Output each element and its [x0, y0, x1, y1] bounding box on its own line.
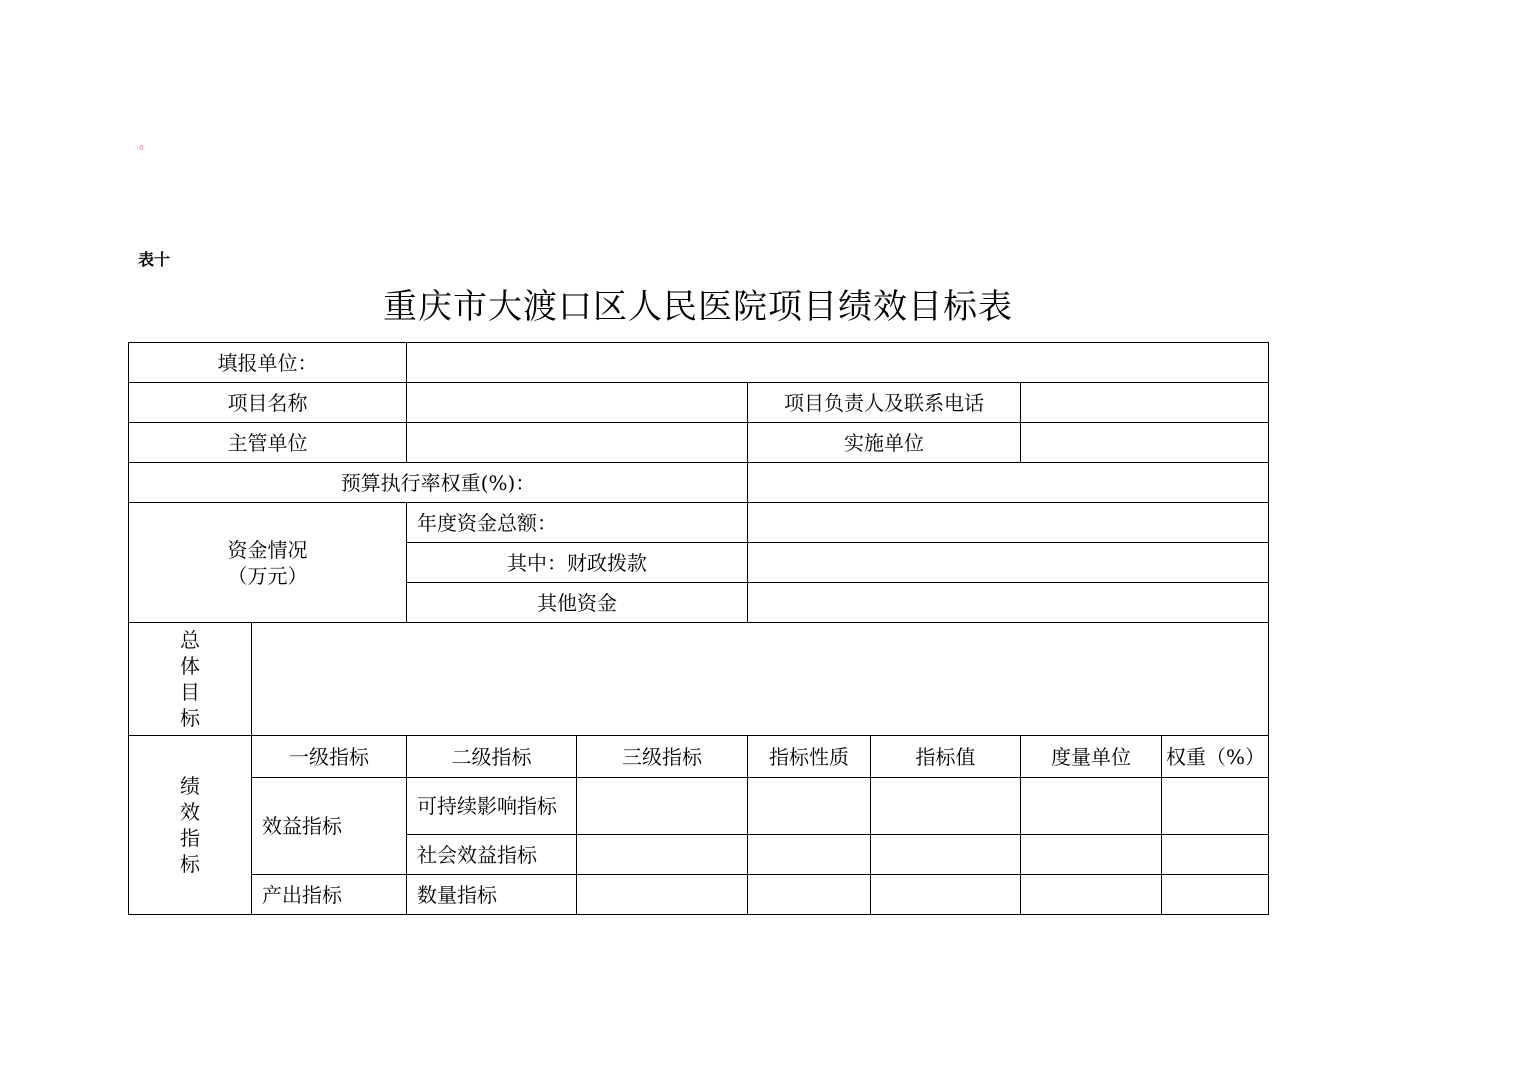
header-level1: 一级指标 [252, 736, 407, 778]
header-weight: 权重（%） [1162, 736, 1269, 778]
row-overall-goal [129, 623, 1269, 736]
overall-goal-char: 标 [180, 706, 200, 730]
overall-goal-label [129, 623, 252, 736]
page-title: 重庆市大渡口区人民医院项目绩效目标表 [383, 287, 1013, 327]
project-leader-label: 项目负责人及联系电话 [748, 383, 1021, 423]
quantity-weight-field[interactable] [1162, 875, 1269, 915]
supervisor-field[interactable] [407, 423, 748, 463]
row-supervisor [129, 423, 1269, 463]
sustain-nature-field[interactable] [748, 778, 871, 835]
header-level3: 三级指标 [577, 736, 748, 778]
social-level3-field[interactable] [577, 835, 748, 875]
header-level2: 二级指标 [407, 736, 577, 778]
social-indicator-label: 社会效益指标 [407, 835, 577, 875]
header-unit: 度量单位 [1021, 736, 1162, 778]
overall-goal-char: 总 [180, 628, 200, 652]
row-fill-unit [129, 343, 1269, 383]
sustain-value-field[interactable] [871, 778, 1021, 835]
performance-target-table [128, 342, 1269, 915]
social-value-field[interactable] [871, 835, 1021, 875]
row-sustain [129, 778, 1269, 835]
project-leader-field[interactable] [1021, 383, 1269, 423]
sustain-indicator-label: 可持续影响指标 [407, 778, 577, 835]
fill-unit-field[interactable] [407, 343, 1269, 383]
quantity-level3-field[interactable] [577, 875, 748, 915]
row-budget-weight [129, 463, 1269, 503]
social-weight-field[interactable] [1162, 835, 1269, 875]
table-number: 表十 [138, 250, 171, 269]
supervisor-label: 主管单位 [129, 423, 407, 463]
row-annual-total [129, 503, 1269, 543]
sustain-weight-field[interactable] [1162, 778, 1269, 835]
performance-indicator-char: 指 [180, 826, 200, 850]
header-nature: 指标性质 [748, 736, 871, 778]
implement-unit-field[interactable] [1021, 423, 1269, 463]
overall-goal-field[interactable] [252, 623, 1269, 736]
sustain-unit-field[interactable] [1021, 778, 1162, 835]
performance-indicator-char: 标 [180, 852, 200, 876]
performance-indicator-char: 效 [180, 800, 200, 824]
quantity-unit-field[interactable] [1021, 875, 1162, 915]
project-name-label: 项目名称 [129, 383, 407, 423]
fiscal-label: 其中：财政拨款 [407, 543, 748, 583]
annual-total-label: 年度资金总额： [407, 503, 748, 543]
annual-total-field[interactable] [748, 503, 1269, 543]
funds-label [129, 503, 407, 623]
header-value: 指标值 [871, 736, 1021, 778]
fiscal-field[interactable] [748, 543, 1269, 583]
benefit-indicator-label: 效益指标 [252, 778, 407, 875]
funds-label-line2: （万元） [227, 563, 308, 588]
red-mark: 。 [139, 137, 153, 152]
performance-indicator-label [129, 736, 252, 915]
row-output [129, 875, 1269, 915]
fill-unit-label: 填报单位： [129, 343, 407, 383]
output-indicator-label: 产出指标 [252, 875, 407, 915]
other-funds-label: 其他资金 [407, 583, 748, 623]
sustain-level3-field[interactable] [577, 778, 748, 835]
project-name-field[interactable] [407, 383, 748, 423]
other-funds-field[interactable] [748, 583, 1269, 623]
overall-goal-char: 目 [180, 680, 200, 704]
performance-indicator-char: 绩 [180, 774, 200, 798]
social-nature-field[interactable] [748, 835, 871, 875]
budget-weight-field[interactable] [748, 463, 1269, 503]
quantity-value-field[interactable] [871, 875, 1021, 915]
budget-weight-label: 预算执行率权重(%)： [129, 463, 748, 503]
funds-label-line1: 资金情况 [227, 537, 308, 562]
row-indicator-headers [129, 736, 1269, 778]
quantity-indicator-label: 数量指标 [407, 875, 577, 915]
implement-unit-label: 实施单位 [748, 423, 1021, 463]
social-unit-field[interactable] [1021, 835, 1162, 875]
overall-goal-char: 体 [180, 654, 200, 678]
row-project-name [129, 383, 1269, 423]
quantity-nature-field[interactable] [748, 875, 871, 915]
